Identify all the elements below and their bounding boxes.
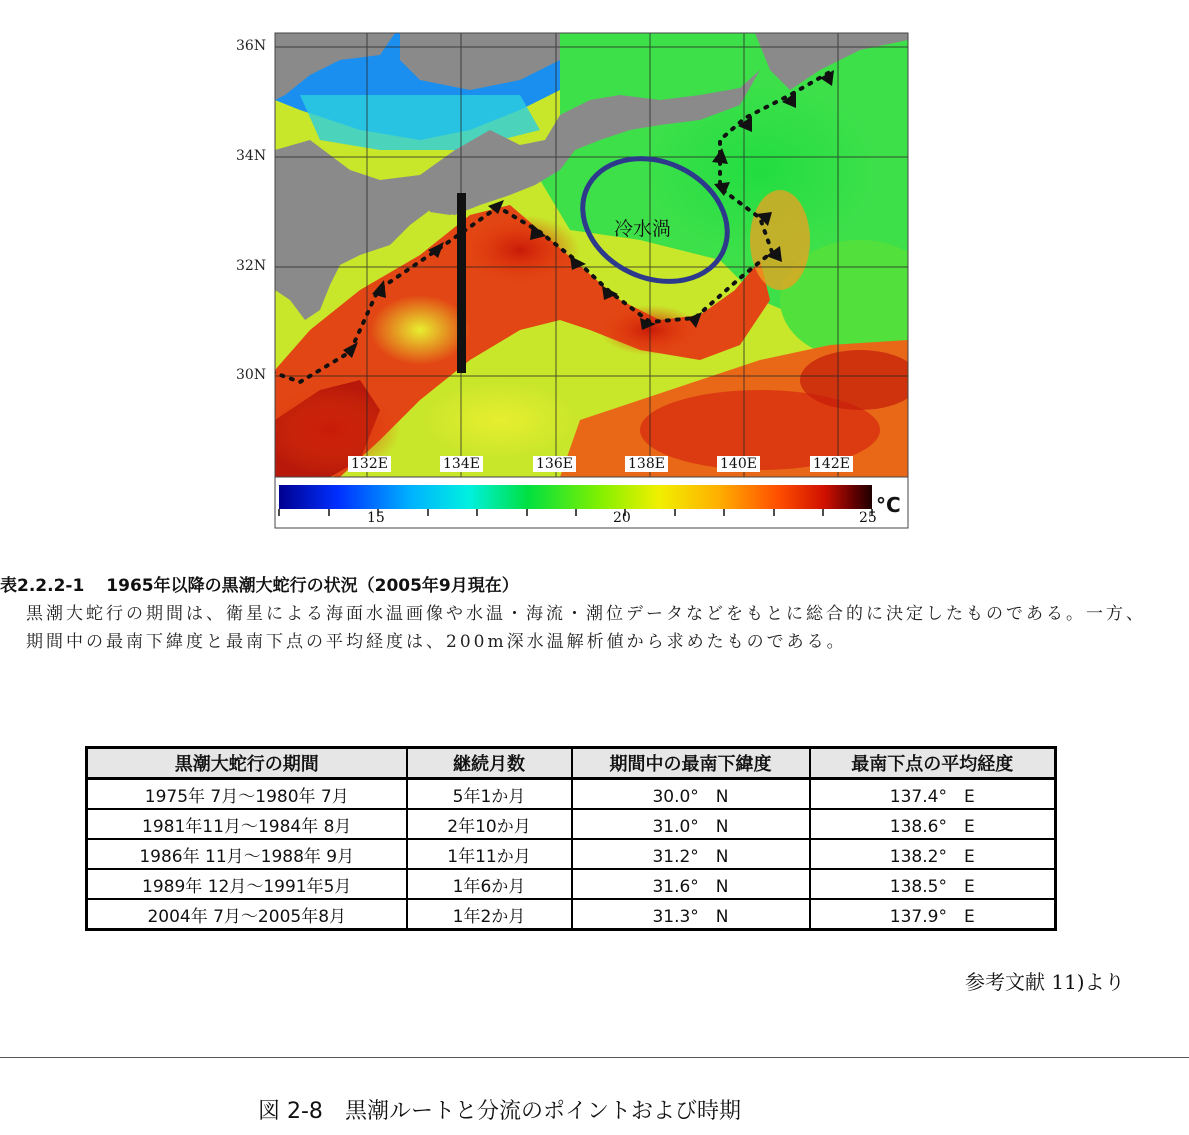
colorbar-tick-20: 20 [613, 510, 631, 526]
cell-longitude: 138.5° E [810, 869, 1056, 899]
cell-period: 1986年 11月～1988年 9月 [87, 839, 407, 869]
cell-longitude: 137.4° E [810, 779, 1056, 810]
lon-label-142e: 142E [810, 456, 853, 472]
colorbar-tick-15: 15 [367, 510, 385, 526]
cell-period: 1975年 7月～1980年 7月 [87, 779, 407, 810]
cell-latitude: 31.3° N [572, 899, 810, 930]
cold-eddy-label: 冷水渦 [614, 218, 672, 240]
lon-label-136e: 136E [533, 456, 576, 472]
header-duration: 継続月数 [407, 748, 572, 779]
divider [0, 1057, 1189, 1058]
header-mean-longitude: 最南下点の平均経度 [810, 748, 1056, 779]
cell-latitude: 30.0° N [572, 779, 810, 810]
reference-note: 参考文献 11)より [965, 970, 1125, 994]
lon-label-134e: 134E [440, 456, 483, 472]
sea-surface-temperature-figure [0, 0, 1189, 535]
colorbar-unit-label: °C [876, 493, 901, 517]
table-caption-number: 表2.2.2-1 [0, 576, 85, 596]
table-caption [0, 571, 519, 596]
cell-duration: 5年1か月 [407, 779, 572, 810]
figure-caption-number: 図 2-8 [258, 1099, 323, 1124]
sst-map [0, 0, 1189, 535]
figure-caption [258, 1094, 741, 1125]
lat-label-36n: 36N [236, 38, 267, 54]
lon-label-138e: 138E [625, 456, 668, 472]
cell-longitude: 138.6° E [810, 809, 1056, 839]
lat-label-32n: 32N [236, 258, 267, 274]
table-caption-text: 1965年以降の黒潮大蛇行の状況（2005年9月現在） [106, 576, 519, 596]
lon-label-132e: 132E [348, 456, 391, 472]
lat-label-30n: 30N [236, 367, 267, 383]
header-southernmost-latitude: 期間中の最南下緯度 [572, 748, 810, 779]
cell-latitude: 31.0° N [572, 809, 810, 839]
lon-label-140e: 140E [717, 456, 760, 472]
figure-caption-title: 黒潮ルートと分流のポイントおよび時期 [344, 1099, 741, 1124]
cell-longitude: 137.9° E [810, 899, 1056, 930]
cell-duration: 1年11か月 [407, 839, 572, 869]
table-row [87, 839, 1056, 869]
table-header-row [87, 748, 1056, 779]
reference-bar-134e [457, 193, 466, 373]
header-period: 黒潮大蛇行の期間 [87, 748, 407, 779]
cell-latitude: 31.6° N [572, 869, 810, 899]
kuroshio-meander-table [85, 746, 1057, 931]
table-row [87, 809, 1056, 839]
table-description: 黒潮大蛇行の期間は、衛星による海面水温画像や水温・海流・潮位データなどをもとに総合的に決定したものである。一方、期間中の最南下緯度と最南下点の平均経度は、200m深水温解析値から求めたものである。 [26, 604, 1146, 652]
cell-longitude: 138.2° E [810, 839, 1056, 869]
cell-duration: 1年2か月 [407, 899, 572, 930]
cell-period: 1989年 12月～1991年5月 [87, 869, 407, 899]
cell-duration: 2年10か月 [407, 809, 572, 839]
table-row [87, 869, 1056, 899]
lat-label-34n: 34N [236, 148, 267, 164]
cell-period: 2004年 7月～2005年8月 [87, 899, 407, 930]
cell-latitude: 31.2° N [572, 839, 810, 869]
colorbar-tick-25: 25 [859, 510, 877, 526]
table-row [87, 899, 1056, 930]
sst-field [260, 33, 940, 477]
temperature-colorbar [279, 485, 872, 509]
cell-duration: 1年6か月 [407, 869, 572, 899]
cell-period: 1981年11月～1984年 8月 [87, 809, 407, 839]
table-row [87, 779, 1056, 810]
